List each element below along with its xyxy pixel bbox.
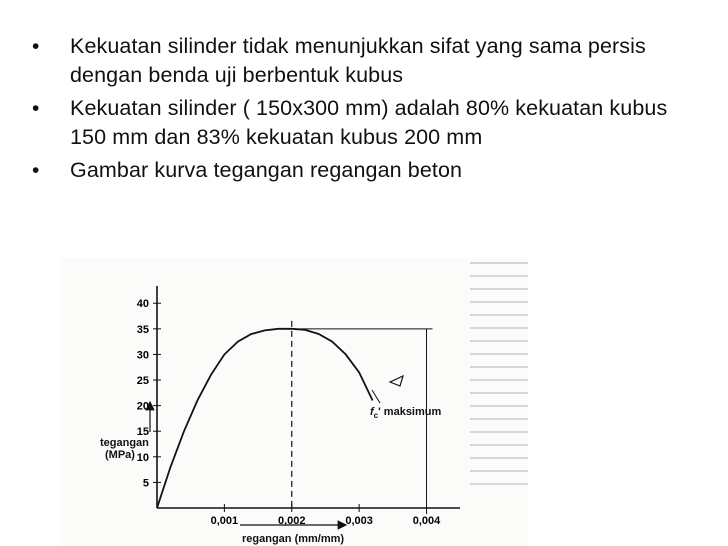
bullet-text: Gambar kurva tegangan regangan beton — [70, 158, 463, 182]
x-tick-label: 0,001 — [210, 515, 239, 527]
bullet-symbol: • — [32, 159, 40, 182]
y-tick-label: 35 — [136, 323, 149, 336]
fc-max-annotation: $f_c'$ maksimum — [370, 406, 442, 420]
bullet-symbol: • — [32, 35, 40, 58]
x-tick-label: 0,004 — [412, 515, 441, 527]
x-tick-label: 0,003 — [345, 515, 373, 527]
y-tick-label: 30 — [136, 349, 149, 362]
y-tick-label: 25 — [136, 375, 149, 388]
y-tick-label: 10 — [136, 451, 149, 464]
bullet-item — [30, 32, 700, 90]
bullet-text: Kekuatan silinder ( 150x300 mm) adalah 80% kekuatan kubus 150 mm dan 83% kekuatan kubus 200 mm — [70, 96, 668, 149]
bullet-item — [30, 94, 700, 152]
y-axis-label: tegangan (MPa) — [100, 437, 149, 461]
bullet-item — [30, 156, 700, 185]
y-tick-label: 20 — [136, 400, 149, 413]
bullet-list — [30, 32, 700, 189]
curve-end-arrow — [390, 376, 403, 386]
y-tick-label: 40 — [136, 298, 149, 311]
stress-strain-series — [157, 329, 373, 508]
x-tick-label: 0,002 — [277, 515, 306, 527]
stress-strain-figure — [60, 258, 528, 546]
y-tick-label: 5 — [142, 477, 149, 490]
annotation-leader — [372, 390, 380, 403]
x-axis-label: regangan (mm/mm) — [242, 533, 345, 545]
y-tick-label: 15 — [136, 426, 149, 439]
bullet-text: Kekuatan silinder tidak menunjukkan sifat yang sama persis dengan benda uji berbentuk kubus — [70, 34, 646, 87]
stress-strain-chart — [60, 258, 528, 546]
bullet-symbol: • — [32, 97, 40, 120]
